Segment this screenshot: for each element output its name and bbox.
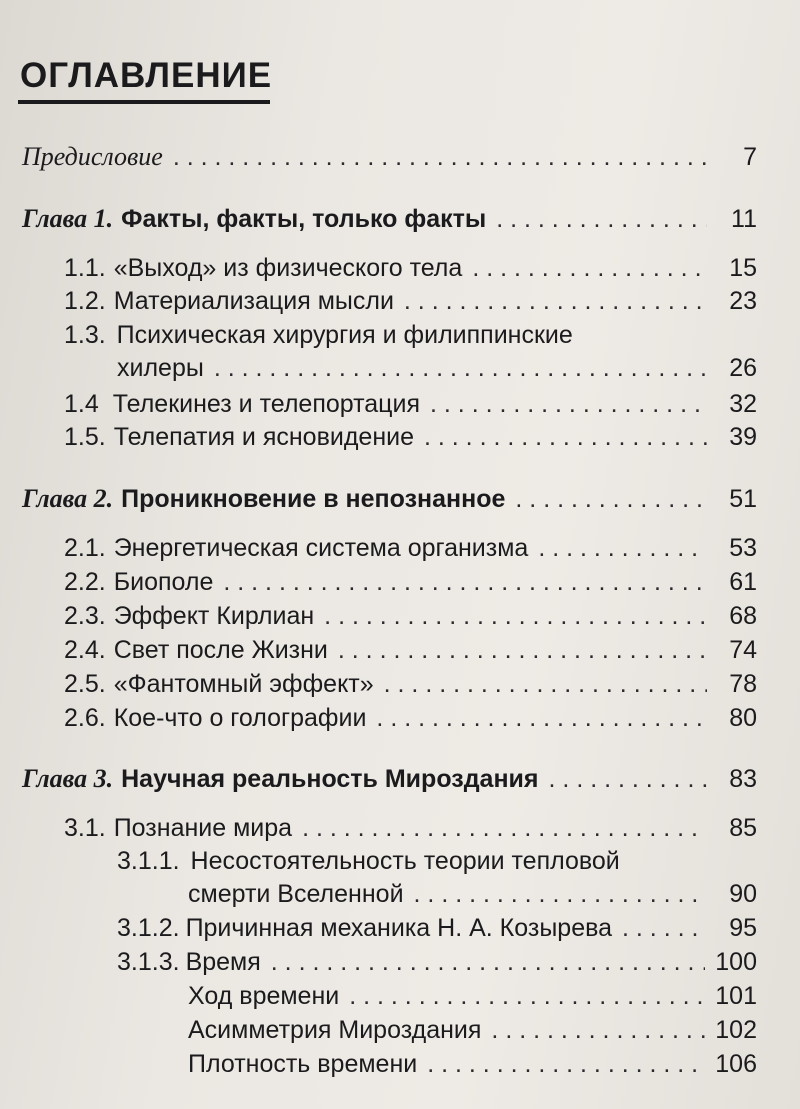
toc-entry-2-2[interactable]	[64, 567, 757, 597]
toc-entry-1-2[interactable]	[64, 286, 757, 316]
chapter-title: Факты, факты, только факты	[121, 205, 487, 233]
entry-number: 2.5.	[64, 670, 106, 698]
toc-chapter-2[interactable]	[22, 484, 757, 514]
entry-number: 2.1.	[64, 534, 106, 562]
toc-entry-3-1-3-a[interactable]	[188, 981, 757, 1011]
leader-dots	[376, 703, 707, 733]
entry-title: Биополе	[113, 568, 214, 596]
leader-dots	[173, 142, 707, 172]
toc-entry-3-1[interactable]	[64, 813, 757, 843]
chapter-page: 83	[729, 765, 757, 793]
entry-title: Время	[185, 948, 261, 976]
entry-title-continued: смерти Вселенной	[188, 880, 404, 908]
leader-dots	[491, 1015, 705, 1045]
chapter-title: Научная реальность Мироздания	[121, 765, 539, 793]
toc-entry-1-3-line1[interactable]	[64, 320, 573, 350]
entry-page: 53	[729, 534, 757, 562]
entry-number: 3.1.	[64, 814, 106, 842]
entry-page: 101	[715, 982, 757, 1010]
leader-dots	[424, 422, 707, 452]
leader-dots	[430, 389, 707, 419]
entry-page: 102	[715, 1016, 757, 1044]
chapter-label: Глава 2.	[22, 484, 114, 513]
entry-page: 23	[729, 287, 757, 315]
toc-entry-2-1[interactable]	[64, 533, 757, 563]
entry-page: 100	[715, 948, 757, 976]
toc-entry-2-6[interactable]	[64, 703, 757, 733]
leader-dots	[324, 601, 707, 631]
toc-entry-3-1-3[interactable]	[117, 947, 757, 977]
toc-entry-3-1-1-line2[interactable]	[188, 879, 757, 909]
entry-page: 32	[729, 390, 757, 418]
entry-title: Энергетическая система организма	[113, 534, 529, 562]
entry-title-continued: хилеры	[117, 354, 204, 382]
entry-title: «Фантомный эффект»	[113, 670, 374, 698]
leader-dots	[496, 204, 707, 234]
chapter-label: Глава 3.	[22, 764, 114, 793]
leader-dots	[223, 567, 707, 597]
entry-number: 3.1.1.	[117, 847, 180, 875]
toc-entry-3-1-3-b[interactable]	[188, 1015, 757, 1045]
leader-dots	[515, 484, 707, 514]
chapter-title: Проникновение в непознанное	[121, 485, 506, 513]
entry-number: 3.1.3.	[117, 948, 180, 976]
entry-page: 78	[729, 670, 757, 698]
toc-entry-1-4[interactable]	[64, 389, 757, 419]
entry-number: 1.4	[64, 390, 99, 418]
toc-entry-3-1-2[interactable]	[117, 913, 757, 943]
toc-entry-2-4[interactable]	[64, 635, 757, 665]
leader-dots	[472, 253, 707, 283]
toc-chapter-3[interactable]	[22, 764, 757, 794]
entry-number: 2.6.	[64, 704, 106, 732]
entry-number: 1.5.	[64, 423, 106, 451]
entry-page: 80	[729, 704, 757, 732]
entry-title: Психическая хирургия и филиппинские	[116, 321, 573, 349]
leader-dots	[549, 764, 707, 794]
entry-page: 15	[729, 254, 757, 282]
entry-title: Телекинез и телепортация	[112, 390, 421, 418]
toc-preface[interactable]	[22, 142, 757, 172]
chapter-page: 11	[731, 205, 757, 233]
entry-title: «Выход» из физического тела	[113, 254, 463, 282]
leader-dots	[338, 635, 707, 665]
entry-page: 95	[729, 914, 757, 942]
toc-entry-1-1[interactable]	[64, 253, 757, 283]
toc-entry-3-1-1-line1[interactable]	[117, 846, 620, 876]
entry-number: 2.2.	[64, 568, 106, 596]
toc-chapter-1[interactable]	[22, 204, 757, 234]
toc-entry-2-5[interactable]	[64, 669, 757, 699]
chapter-label: Глава 1.	[22, 204, 114, 233]
toc-title: ОГЛАВЛЕНИЕ	[20, 56, 273, 95]
leader-dots	[271, 947, 706, 977]
entry-title: Эффект Кирлиан	[113, 602, 315, 630]
entry-page: 85	[729, 814, 757, 842]
entry-number: 2.3.	[64, 602, 106, 630]
leader-dots	[214, 353, 707, 383]
toc-entry-3-1-3-c[interactable]	[188, 1049, 757, 1079]
leader-dots	[538, 533, 707, 563]
entry-title: Несостоятельность теории тепловой	[190, 847, 620, 875]
leader-dots	[622, 913, 707, 943]
leader-dots	[414, 879, 707, 909]
leader-dots	[349, 981, 705, 1011]
title-underline	[18, 100, 270, 104]
chapter-page: 51	[729, 485, 757, 513]
entry-number: 1.2.	[64, 287, 106, 315]
entry-page: 61	[729, 568, 757, 596]
entry-title: Свет после Жизни	[113, 636, 328, 664]
entry-page: 74	[729, 636, 757, 664]
leader-dots	[404, 286, 707, 316]
preface-label: Предисловие	[22, 142, 163, 171]
toc-entry-1-5[interactable]	[64, 422, 757, 452]
entry-page: 39	[729, 423, 757, 451]
leader-dots	[302, 813, 707, 843]
toc-entry-2-3[interactable]	[64, 601, 757, 631]
entry-title: Познание мира	[113, 814, 293, 842]
toc-entry-1-3-line2[interactable]	[117, 353, 757, 383]
entry-title: Причинная механика Н. А. Козырева	[185, 914, 613, 942]
entry-number: 3.1.2.	[117, 914, 180, 942]
entry-title: Плотность времени	[188, 1050, 418, 1078]
entry-page: 90	[729, 880, 757, 908]
entry-page: 26	[729, 354, 757, 382]
entry-title: Кое-что о голографии	[113, 704, 367, 732]
entry-number: 1.3.	[64, 321, 106, 349]
entry-number: 1.1.	[64, 254, 106, 282]
entry-page: 106	[715, 1050, 757, 1078]
entry-title: Материализация мысли	[113, 287, 394, 315]
entry-number: 2.4.	[64, 636, 106, 664]
entry-title: Асимметрия Мироздания	[188, 1016, 482, 1044]
leader-dots	[427, 1049, 705, 1079]
leader-dots	[384, 669, 707, 699]
entry-page: 68	[729, 602, 757, 630]
preface-page: 7	[743, 143, 757, 171]
entry-title: Телепатия и ясновидение	[113, 423, 414, 451]
entry-title: Ход времени	[188, 982, 340, 1010]
